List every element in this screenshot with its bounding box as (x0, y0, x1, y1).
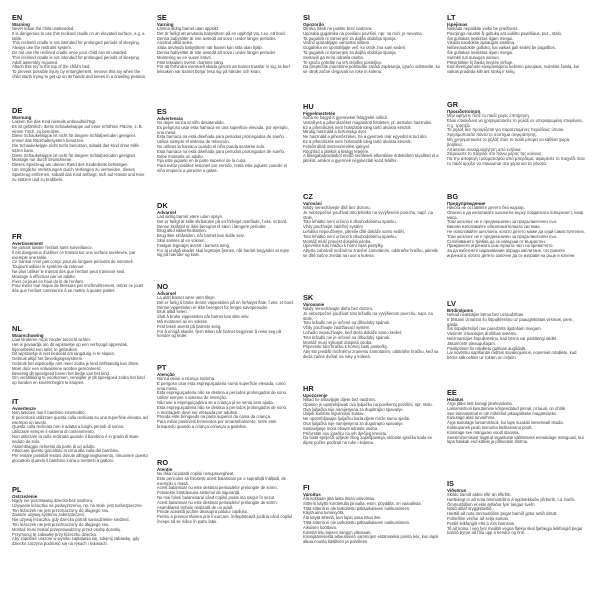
language-code: IT (12, 398, 19, 406)
warning-sentence: Kasutage alati turvarihma. (447, 415, 496, 421)
warning-sentence: Gugalnika ne uporabljajte več, ko otrok zna sam sedeti. (303, 45, 406, 51)
warning-sentence: Om verstrikking te voorkomen, verwijder je dit speelgoed zodra het kind op handen en knieën begint te kruipen. (12, 375, 145, 386)
warning-sentence: Da biste spriječili ozljede zbog zapetljavanja, uklonite igračku kada se dijete počne podizati na ruke i koljena. (303, 435, 432, 446)
warning-block-it (12, 398, 150, 484)
warning-sentence: For at undgå skader skal legetøjet fjernes, når barnet begynder at rejse sig på hænder og knæ. (157, 247, 289, 258)
warning-sentence: Pripevnite túto hračku k hornej časti postieľky. (303, 344, 388, 350)
warning-sentence: Felnőtt általi összeszerelést igényel. (303, 143, 371, 149)
warning-sentence: Es ist gefährlich, diese Schaukelwippe auf einer erhöhten Fläche, z. B. einem Tisch, zu benutzen. (12, 123, 143, 134)
language-code: LT (447, 14, 456, 22)
warning-block-pl (12, 486, 150, 596)
warning-sentence: Prenda este brinquedo na parte superior da cama da criança. (157, 414, 272, 420)
warning-sentence: Neizmantojiet šūpuļkrēsliņu, kad bērns var patstāvīgi sēdēt. (447, 335, 558, 341)
language-code: FI (303, 484, 310, 492)
warning-sentence: Esta espreguiçadeira não se destina a períodos prolongados de sono. (157, 390, 288, 396)
warning-sentence: Montáž musí provést dospělá osoba. (303, 238, 372, 244)
warning-sentence: To igračo pritrdite na vrh otroške posteljice. (303, 59, 383, 65)
warning-block-fi (303, 484, 441, 596)
warning-sentence: Ta gugalnik ni namenjen za daljša obdobja spanja. (303, 49, 397, 55)
warning-sentence: Używanie leżaczka na podwyższeniu, np. na stole, jest niebezpieczne. (12, 502, 143, 508)
warning-sentence: Debe montarla un adulto. (157, 153, 205, 159)
warning-sentence: Ne plus utiliser le transat dès que l'enfant peut s'asseoir seul. (12, 268, 126, 274)
warning-sentence: Опасно е да използвате шезлонга върху повдигната повърхност, напр. маса. (447, 209, 585, 220)
warning-heading: Varning (157, 22, 174, 27)
warning-sentence: Skildu barnið aldrei eftir án eftirlits. (447, 492, 512, 497)
warning-sentence: Surinkti turi suaugęs asmuo. (447, 54, 500, 60)
warning-sentence: Da preprečite morebitne poškodbe zaradi zapletanja, igračo odstranite, ko se otrok začne dvigovati na roke in kolena. (303, 64, 441, 75)
warning-block-sk (303, 294, 441, 383)
language-code: NO (157, 283, 169, 291)
warning-sentence: Χρησιμοποιείτε πάντα το σύστημα συγκράτησης. (447, 132, 538, 138)
warning-sentence: Always use the restraint system. (12, 45, 73, 51)
warning-sentence: Сглобяването трябва да се извърши от възрастен. (447, 238, 546, 244)
warning-heading: Waarschuwing (12, 333, 44, 338)
warning-sentence: Nekad neatstājiet bērnu bez uzraudzības. (447, 312, 525, 317)
warning-sentence: Brug ikke skråstolen, når barnet kan sidde selv. (157, 233, 245, 239)
warning-heading: Varovanie (303, 302, 325, 307)
warning-sentence: Tätä sitteriä ei ole tarkoitettu pitkäaikaiseen nukkumiseen. (303, 505, 411, 511)
warning-block-fr (12, 233, 150, 323)
warning-sentence: Nunca deixe a criança sozinha. (157, 376, 216, 381)
warning-sentence: Μην αφήνετε ποτέ το παιδί χωρίς επιτήρηση. (447, 113, 530, 118)
warning-sentence: Fastgør legetøjet øverst i barnets seng. (157, 242, 231, 248)
warning-sentence: This reclined cradle is not intended for prolonged periods of sleeping. (12, 54, 141, 60)
warning-sentence: Ärge kasutage lamamistooli, kui laps suudab iseseisvalt istuda. (447, 420, 564, 426)
warning-sentence: Pour éviter tout risque de blessure par enchevêtrement, retirer ce jouet dès que l'enfant commence à se mettre à quatre pattes. (12, 283, 144, 294)
warning-heading: Advarsel (157, 210, 177, 215)
warning-sentence: Μη χρησιμοποιείτε το ρηλάξ όταν το παιδί μπορεί να καθίσει χωρίς βοήθεια. (447, 136, 570, 147)
warning-sentence: See lamamistool ei ole mõeldud pikaajaliseks magamiseks. (447, 410, 558, 416)
warning-sentence: Kiinnitä lelu lapsen sängyn yläosaan. (303, 529, 372, 535)
warning-sentence: Не използвайте шезлонга, когато детето може да седи самостоятелно. (447, 228, 585, 234)
language-code: SI (303, 14, 310, 22)
warning-block-de (12, 107, 150, 231)
warning-sentence: Είναι επικίνδυνο να χρησιμοποιείτε το ρηλάξ σε υπερυψωμένη επιφάνεια, π.χ. τραπέζι. (447, 117, 583, 128)
warning-block-lt (447, 14, 585, 99)
warning-sentence: Använd alltid selen. (157, 40, 194, 46)
warning-sentence: Piestipriniet šo rotaļlietu gultiņas augšdaļā. (447, 345, 527, 351)
warning-sentence: Vždy používejte zádržný systém. (303, 224, 364, 230)
language-code: ES (157, 108, 167, 116)
warning-sentence: Fest leken øverst på barnets seng. (157, 323, 222, 329)
warning-sentence: Ova ljuljačka nije namijenjena za dugotrajno spavanje. (303, 406, 404, 412)
warning-sentence: Attach this toy to the top of the child's bed. (12, 64, 91, 70)
warning-sentence: Przymocuj tę zabawkę przy łóżeczku dziecka. (12, 531, 97, 537)
warning-sentence: Στερεώστε το παιχνίδι στο πάνω μέρος της κούνιας. (447, 151, 543, 157)
warning-sentence: Šis šūpuļkrēsliņš nav paredzēts ilgstošam miegam. (447, 326, 542, 332)
warning-sentence: Този шезлонг не е предназначен за продължителен сън. (447, 219, 558, 225)
warning-heading: Atenção (157, 372, 175, 377)
warning-sentence: Mindig használd a biztonsági övet. (303, 129, 368, 135)
warning-heading: Varování (303, 201, 322, 206)
warning-sentence: Utiliza siempre el sistema de retención. (157, 139, 230, 145)
warning-sentence: Je nebezpečné používat toto lehátko na vyvýšeném povrchu, např. na stole. (303, 209, 433, 220)
warning-sentence: Per evitare possibili lesioni dovute all'aggrovigliamento, rimuovere questo giocattolo quando il bambino inizia a mettersi a gattoni. (12, 453, 148, 463)
warning-sentence: Visada naudokite apsaugos sistemą. (447, 40, 516, 46)
warning-sentence: Hættið að nota ömmustólinn þegar barnið getur setið óstutt. (447, 511, 558, 517)
warning-block-gr (447, 101, 585, 191)
warning-sentence: Je nebezpečné používať toto ležadlo na vyvýšenom povrchu, napr. na stole. (303, 310, 433, 321)
warning-sentence: Sitterin käyttö korotetulla pinnalla, esim. pöydällä, on vaarallista. (303, 500, 422, 506)
warning-sentence: Kad išvengtumėte susipainiojimo keliamo pavojaus, nuimkite žaislą, kai vaikas pradeda kilti ant rankų ir kelių. (447, 64, 579, 75)
warning-sentence: För att förhindra eventuell skada genom att barnet trasslar in sig, ta bort leksaken när barnet börjar resa sig på händer och knän. (157, 64, 290, 75)
warning-sentence: Απαιτείται συναρμολόγηση από ενήλικα. (447, 146, 522, 152)
language-code: HR (303, 385, 314, 393)
warning-sentence: A belegabalyodásból eredő sérülések elkerülése érdekében távolítsd el a játékot, amikor a gyermek négykézláb kezd felállni. (303, 153, 439, 164)
warning-heading: Προειδοποίηση (447, 109, 481, 114)
warning-sentence: Det är farligt att använda babysittern på en upphöjd yta, t.ex. ett bord. (157, 30, 286, 36)
warning-sentence: Šis gultukas neskirtas ilgam miegui. (447, 49, 514, 55)
warning-heading: Advarsel (157, 291, 177, 296)
warning-sentence: Niekada nepalikite vaiko be priežiūros. (447, 26, 519, 31)
warning-sentence: Pentru a preveni rănirea prin încurcare, îndepărtează jucăria când copilul începe să se ridice în patru labe. (157, 514, 293, 524)
warning-sentence: Ne upotrebljavajte ljuljačku kada dijete može samo sjediti. (303, 416, 411, 422)
warning-block-lv (447, 300, 585, 387)
warning-sentence: Non utilizzare la culla reclinata quando il bambino è in grado di stare seduto da solo. (12, 433, 139, 444)
warning-block-is (447, 480, 585, 596)
warning-sentence: Toto ležadlo nie je určené na dlhodobý spánok. (303, 320, 391, 326)
warning-block-cz (303, 193, 441, 292)
warning-sentence: Det er farlig å bruke denne vippestolen på en forhøyet flate, f.eks. et bord. (157, 299, 294, 305)
warning-sentence: Acest balansoar nu este destinat perioadelor prelungite de somn. (157, 485, 278, 491)
language-code: SK (303, 294, 314, 302)
warning-sentence: Assemblaggio richiesto da parte di un adulto. (12, 443, 96, 449)
warning-sentence: Til að koma í veg fyrir meiðsli vegna flækju skal fjarlægja leikfangið þegar barnið byrjar að rísa upp á hendur og hné. (447, 525, 583, 536)
warning-heading: Hoiatus (447, 397, 464, 402)
warning-sentence: Montering av en vuxen krävs. (157, 54, 212, 60)
language-code: FR (12, 233, 22, 241)
warning-sentence: Utilize sempre o sistema de retenção. (157, 395, 228, 401)
warning-sentence: Älä käytä sitteriä, kun lapsi osaa istua itse. (303, 515, 382, 521)
warning-sentence: Nikad ne ostavljajte dijete bez nadzora. (303, 397, 376, 402)
warning-sentence: Този шезлонг не е предназначен за продължителен сън. (447, 233, 558, 239)
warning-sentence: Denne vippestolen er ikke beregnet for lengre søvnperioder. (157, 304, 269, 310)
warning-heading: Avertissement (12, 241, 43, 246)
language-code: PL (12, 486, 22, 494)
language-code: HU (303, 103, 314, 111)
warning-block-pt (157, 364, 295, 457)
warning-sentence: Kiinnijäämisestä aiheutuvien vammojen estämiseksi poista lelu, kun lapsi alkaa nousta käsilleen ja polvilleen. (303, 534, 439, 545)
warning-sentence: Hættulegt er að nota ömmustólinn á upphækkuðu yfirborði, t.d. borði. (447, 496, 575, 502)
warning-sentence: Никога не оставяйте детето без надзор. (447, 205, 525, 210)
warning-heading: Opozorilo (303, 22, 324, 27)
warning-sentence: Denna babysitter är inte avsedd att sova i under längre perioder. (157, 35, 277, 41)
language-code: RO (157, 459, 169, 467)
warning-sentence: Soha ne hagyd a gyermeket felügyelet nélkül. (303, 115, 388, 120)
warning-sentence: Para evitar possíveis ferimentos por emaranhamento, retire este brinquedo quando a criança começar a gatinhar. (157, 419, 277, 429)
warning-sentence: Esta espreguiçadeira não se destina a períodos prolongados de sono. (157, 404, 288, 410)
warning-sentence: За да избегнете наранявания поради заплитане, отстранете играчката, когато детето започне да се изправя на ръце и колене. (447, 248, 576, 258)
warning-heading: Предупреждение (447, 201, 486, 206)
warning-block-bg (447, 193, 585, 298)
warning-sentence: Kokkupanek peab toimuma täiskasvanu poolt. (447, 424, 533, 430)
warning-sentence: Lassen Sie das Kind niemals unbeaufsichtigt. (12, 119, 97, 124)
warning-sentence: Toto ležadlo nie je určené na dlhodobý spánok. (303, 334, 391, 340)
warning-sentence: Lehátko nepoužívejte, jakmile dítě dokáže samo sedět. (303, 228, 405, 234)
warning-block-dk (157, 202, 295, 281)
warning-sentence: Nikdy nenechávajte dieťa bez dozoru. (303, 306, 374, 311)
warning-sentence: Det er farligt at stille skråstolen på en forhøjet overflade, f.eks. et bord. (157, 218, 288, 224)
warning-sentence: Må monteres av en voksen. (157, 318, 209, 324)
warning-sentence: No utilices la hamaca cuando el niño pueda sentarse solo. (157, 143, 266, 149)
warning-sentence: Gebruik altijd het beveiligingssysteem. (12, 356, 84, 362)
warning-sentence: Tätä sitteriä ei ole tarkoitettu pitkäaikaiseen nukkumiseen. (303, 519, 411, 525)
warning-sentence: Não use a espreguiçadeira se a criança já se senta sem ajuda. (157, 399, 274, 405)
language-code: DK (157, 202, 168, 210)
warning-sentence: Slutt å bruke vippestolen når barnet kan sitte selv. (157, 314, 250, 320)
warning-sentence: Bruk alltid selen. (157, 309, 188, 315)
warning-sentence: Käytä aina turvavyötä. (303, 510, 345, 516)
warning-sentence: Dieses Spielzeug am oberen Rand des Kinderbetts befestigen. (12, 162, 129, 168)
warning-sentence: Vienmēr izmantojiet drošības sistēmu. (447, 331, 518, 337)
warning-sentence: Ten leżaczek nie jest przeznaczony do długiego snu. (12, 507, 110, 513)
warning-sentence: Ten leżaczek nie jest przeznaczony do długiego snu. (12, 521, 110, 527)
language-code: IS (447, 480, 454, 488)
warning-sentence: Nie używaj leżaczka, gdy dziecko potrafi samodzielnie siedzieć. (12, 517, 131, 523)
warning-sentence: Il est dangereux d'utiliser ce transat sur une surface surélevée, par exemple une table. (12, 249, 136, 260)
warning-sentence: Brug altid sikkerhedsselen. (157, 228, 208, 234)
warning-sentence: La aldri barnet være uten tilsyn. (157, 295, 216, 300)
warning-sentence: Sassiminemisest tingitud vigastuste vältimiseks eemaldage mänguasi, kui laps hakkab end kätele ja põlvedele tõstma. (447, 434, 584, 445)
warning-sentence: Es peligroso usar esta hamaca en una superficie elevada, por ejemplo, una mesa. (157, 124, 289, 135)
warning-sentence: Pavojinga naudoti šį gultuką ant aukšto paviršiaus, pvz., stalo. (447, 30, 562, 36)
warning-sentence: Ne jamais laisser l'enfant sans surveillance. (12, 245, 93, 250)
warning-heading: Upozorenje (303, 393, 328, 398)
warning-sentence: Denna babysitter är inte avsedd att sova i under längre perioder. (157, 49, 277, 55)
warning-heading: Warning (12, 22, 30, 27)
warning-sentence: Otroka nikoli ne pustite brez nadzora. (303, 26, 373, 31)
warning-block-nl (12, 325, 150, 396)
warning-sentence: Questa culla reclinata non è adatta a lunghi periodi di sonno. (12, 424, 125, 430)
warning-heading: Ostrzeżenie (12, 494, 38, 499)
warning-sentence: Ömmustóllinn er ekki ætlaður fyrir langan svefn. (447, 501, 536, 507)
warning-sentence: Laat kinderen nooit zonder toezicht achter. (12, 337, 91, 342)
warning-sentence: Nu mai folosi balansoarul când copilul poate sta singur în șezut. (157, 494, 276, 500)
warning-heading: Brīdinājums (447, 308, 474, 313)
warning-sentence: Το ρηλάξ δεν προορίζεται για παρατεταμένες περιόδους ύπνου. (447, 127, 565, 133)
warning-sentence: Skal samles af en voksen. (157, 237, 206, 243)
warning-sentence: Um mögliche Verletzungen durch Verfangen zu vermeiden, dieses Spielzeug entfernen, sobald das Kind anfängt, sich auf Hände und Knie zu stützen und zu krabbeln. (12, 166, 145, 182)
warning-sentence: Lad aldrig barnet være uden opsyn. (157, 214, 224, 219)
warning-sentence: Прикрепете играчката към горната част на креватчето. (447, 243, 554, 249)
warning-sentence: Sastavljanje mora obaviti odrasla osoba. (303, 425, 379, 431)
language-code: PT (157, 364, 167, 372)
warning-sentence: Aikuisen koottava. (303, 524, 337, 530)
warning-block-ro (157, 459, 295, 596)
warning-sentence: To prevent possible injury by entanglement, remove this toy when the child starts trying to get up on its hands and knees in a crawling position. (12, 69, 147, 79)
warning-heading: Advertencia (157, 116, 183, 121)
language-code: EN (12, 14, 23, 22)
language-code: NL (12, 325, 22, 333)
warning-sentence: Do not use the reclined cradle once your child can sit unaided. (12, 49, 128, 55)
warning-sentence: Esta hamaca no está diseñada para periodos prolongados de sueño. (157, 134, 286, 140)
warning-block-en (12, 14, 150, 105)
warning-sentence: Älä koskaan jätä lasta ilman valvontaa. (303, 496, 376, 501)
warning-heading: Atenție (157, 467, 173, 472)
warning-block-no (157, 283, 295, 362)
warning-sentence: Opasno je upotrebljavati ovu ljuljačku na povišenoj površini, npr. stolu. (303, 401, 433, 407)
warning-sentence: Montage à effectuer par un adulte. (12, 273, 76, 279)
warning-sentence: Fixer ce jouet en haut du lit de l'enfant. (12, 278, 84, 284)
warning-sentence: Uporaba gugalnika na povišani površini, npr. na mizi, je nevarna. (303, 30, 423, 36)
warning-sentence: Ez a pihenőszék nem hosszabb ideig tartó alvásra készült. (303, 124, 412, 130)
language-code: GR (447, 101, 459, 109)
warning-sentence: Notið alltaf öryggisbeltið. (447, 506, 493, 512)
warning-sentence: Pričvrstite ovu igračku na vrh dječjeg kreveta. (303, 430, 388, 436)
warning-sentence: Asamblarea trebuie realizată de un adult. (157, 504, 234, 510)
warning-sentence: Fija este juguete en la parte superior de la cuna. (157, 158, 247, 164)
warning-sentence: Nu lăsa niciodată copilul nesupravegheat. (157, 471, 235, 476)
warning-sentence: Die Schaukelwippe nicht mehr benutzen, sobald das Kind ohne Hilfe sitzen kann. (12, 142, 139, 153)
warning-sentence: Pritvirtinkite šį žaislą lovytės viršuje. (447, 59, 514, 65)
warning-sentence: Ärge jätke last kunagi järelevalveta. (447, 401, 513, 406)
warning-sentence: Toto lehátko není určeno k dlouhodobému spánku. (303, 233, 397, 239)
language-code: DE (12, 107, 23, 115)
warning-sentence: Gebruik het wipstoeltje niet meer zodra je kind zelfstandig kan zitten. (12, 360, 140, 366)
warning-sentence: Lamamistooli kasutamine kõrgendatud pinnal, nt laual, on ohtlik. (447, 405, 566, 411)
warning-sentence: Fullorðinn verður að setja saman. (447, 515, 510, 521)
warning-sentence: Zawsze używaj systemu zabezpieczeń. (12, 512, 86, 518)
language-code: SE (157, 14, 167, 22)
warning-sentence: É perigoso usar esta espreguiçadeira numa superfície elevada, como uma mesa. (157, 380, 286, 391)
warning-sentence: Bevestig dit speelgoed boven het bedje van het kind. (12, 370, 111, 376)
warning-sentence: A montagem deve ser efetuada por adultos. (157, 409, 239, 415)
warning-heading: Viðvörun (447, 488, 467, 493)
warning-sentence: Prinde această jucărie deasupra patului copilului. (157, 509, 249, 515)
warning-sentence: Винаги използвайте обезопасителната система. (447, 224, 541, 230)
warning-sentence: Vedno uporabljajte varnostni sistem. (303, 40, 371, 46)
warning-sentence: Rögzítsd a játékot a kiságy tetejére. (303, 148, 370, 154)
warning-sentence: Ta gugalnik ni namenjen za daljša obdobja spanja. (303, 35, 397, 41)
warning-sentence: Para evitar posibles lesiones por enredo, retira este juguete cuando el niño empiece a ponerse a gatas. (157, 163, 287, 173)
warning-sentence: Diese Schaukelwippe ist nicht für längere Schlafperioden geeignet. (12, 152, 137, 158)
warning-sentence: Immer das Rückhaltesystem benutzen. (12, 138, 85, 144)
warning-sentence: Upevněte tuto hračku k horní části postýlky. (303, 243, 384, 249)
warning-sentence: Dit wipstoeltje is niet bedoeld om langdurig in te slapen. (12, 351, 116, 357)
warning-sentence: Esta hamaca no está diseñada para periodos prolongados de sueño. (157, 148, 286, 154)
warning-sentence: Ce transat n'est pas conçu pour de longues périodes de sommeil. (12, 259, 134, 265)
warning-sentence: Abyste zabránili možnému zranění zamotáním, odstraňte hračku, jakmile se dítě začne zvedat na ruce a kolena. (303, 248, 438, 258)
warning-sentence: Lai novērstu sapīšanās radītus savainojumus, noņemiet rotaļlietu, kad bērns sāk celties uz rokām un ceļiem. (447, 350, 577, 361)
warning-sentence: Ir bīstami izmantot šo šūpuļkrēsliņu uz paaugstinātas virsmas, piem., galda. (447, 316, 575, 327)
warning-sentence: Acest balansoar nu este destinat perioadelor prelungite de somn. (157, 499, 278, 505)
warning-sentence: Festið leikfangið efst á rúm barnsins. (447, 520, 516, 526)
warning-block-hu (303, 103, 441, 191)
warning-sentence: Toujours utiliser le système de retenue. (12, 264, 85, 270)
warning-sentence: Sluta använda babysittern när barnet kan sitta utan hjälp. (157, 45, 263, 51)
warning-sentence: Adult assembly required. (12, 59, 59, 65)
warning-sentence: Fäst leksaken överst i barnets säng. (157, 59, 225, 65)
language-code: CZ (303, 193, 313, 201)
warning-sentence: Šis gultukas neskirtas ilgam miegui. (447, 35, 514, 41)
warning-sentence: Lämna aldrig barnet utan uppsikt. (157, 26, 220, 31)
warning-sentence: Ez a pihenőszék nem hosszabb ideig tartó alvásra készült. (303, 138, 412, 144)
warning-sentence: Ležadlo nepoužívajte, keď dieťa dokáže samo sedieť. (303, 329, 403, 335)
warning-heading: Warnung (12, 115, 32, 120)
warning-heading: Figyelmeztetés (303, 111, 336, 116)
warning-heading: Varoitus (303, 492, 321, 497)
warning-sentence: Toto lehátko není určeno k dlouhodobému spánku. (303, 219, 397, 225)
warning-sentence: Uvijek koristite sigurnosni sustav. (303, 411, 365, 417)
warning-sentence: Denne skråstol er ikke beregnet til søvn i længere perioder. (157, 223, 267, 229)
warning-sentence: Non lasciare mai il bambino incustodito. (12, 410, 86, 415)
warning-sentence: For å unngå skader, fjern leken når barnet begynner å reise seg på hender og knær. (157, 328, 282, 339)
language-code: LV (447, 300, 456, 308)
warning-sentence: Montage nur durch Erwachsene. (12, 157, 73, 163)
warning-sentence: Aby zapobiec urazom w wyniku zaplątania się, zdejmij zabawkę, gdy dziecko zaczyna podnosić się na rękach i kolanach. (12, 536, 140, 547)
warning-sentence: No dejes nunca al niño desatendido. (157, 120, 225, 125)
warning-sentence: Diese Schaukelwippe ist nicht für längere Schlafperioden geeignet. (12, 133, 137, 139)
warning-sentence: Nikdy nenechávejte dítě bez dozoru. (303, 205, 371, 210)
warning-sentence: Este periculos să folosești acest balansoar pe o suprafață înălțată, de exemplu o masă. (157, 475, 286, 486)
warning-sentence: Attaccare questo giocattolo in cima alla culla del bambino. (12, 448, 120, 454)
warning-block-es (157, 108, 295, 200)
warning-sentence: Nigdy nie pozostawiaj dziecka bez nadzoru. (12, 498, 94, 503)
warning-heading: Avvertenze (12, 406, 36, 411)
warning-sentence: Folosește întotdeauna sistemul de siguranță. (157, 490, 241, 496)
warning-block-se (157, 14, 295, 106)
warning-sentence: Sestaviti ga mora odrasla oseba. (303, 54, 364, 60)
warning-heading: Įspėjimas (447, 22, 468, 27)
warning-sentence: Moet door een volwassene worden gemonteerd. (12, 365, 102, 371)
warning-block-hr (303, 385, 441, 482)
language-code: BG (447, 193, 459, 201)
warning-sentence: Montáž musí vykonať dospelá osoba. (303, 339, 373, 345)
warning-sentence: Utilizzare sempre il sistema di contenimento. (12, 429, 95, 435)
warning-sentence: Never leave the child unattended. (12, 26, 75, 31)
warning-sentence: Het is gevaarlijk om dit wipstoeltje op een verhoogd oppervlak, bijvoorbeeld een tafel, te gebruiken. (12, 341, 128, 352)
warning-sentence: Ova ljuljačka nije namijenjena za dugotrajno spavanje. (303, 420, 404, 426)
language-code: EE (447, 389, 457, 397)
warning-block-ee (447, 389, 585, 478)
warning-sentence: Montaż musi zostać przeprowadzony przez osobę dorosłą. (12, 526, 121, 532)
warning-sentence: Jāsamontē pieaugušajam. (447, 340, 496, 346)
warning-sentence: This reclined cradle is not intended for prolonged periods of sleeping. (12, 40, 141, 46)
warning-sentence: Ne használd a pihenőszéket, ha a gyermek már egyedül is tud ülni. (303, 134, 428, 140)
warning-sentence: Για την αποφυγή τραυματισμού από μπέρδεμα, αφαιρέστε το παιχνίδι όταν το παιδί αρχίζει να σηκώνεται στα χέρια και τα γόνατα. (447, 156, 585, 166)
warning-sentence: Nebenaudokite gultuko, kai vaikas gali sėdėti be pagalbos. (447, 45, 556, 51)
warning-block-si (303, 14, 441, 101)
warning-sentence: È pericoloso utilizzare questa culla reclinata su una superficie elevata, ad esempio un tavolo. (12, 414, 148, 425)
warning-sentence: Aby ste predišli možnému zraneniu zamotaním, odstráňte hračku, keď sa dieťa začne dvíhať na ruky a kolená. (303, 349, 439, 359)
warning-sentence: Kinnitage see mänguasi voodi ülaossa. (447, 429, 520, 435)
warning-sentence: It is dangerous to use this reclined cradle on an elevated surface, e.g. a table. (12, 30, 145, 41)
warning-sentence: Veszélyes a pihenőszéket magasított felületen, pl. asztalon használni. (303, 119, 433, 125)
warning-sentence: Vždy používajte zadržiavací systém. (303, 325, 371, 331)
